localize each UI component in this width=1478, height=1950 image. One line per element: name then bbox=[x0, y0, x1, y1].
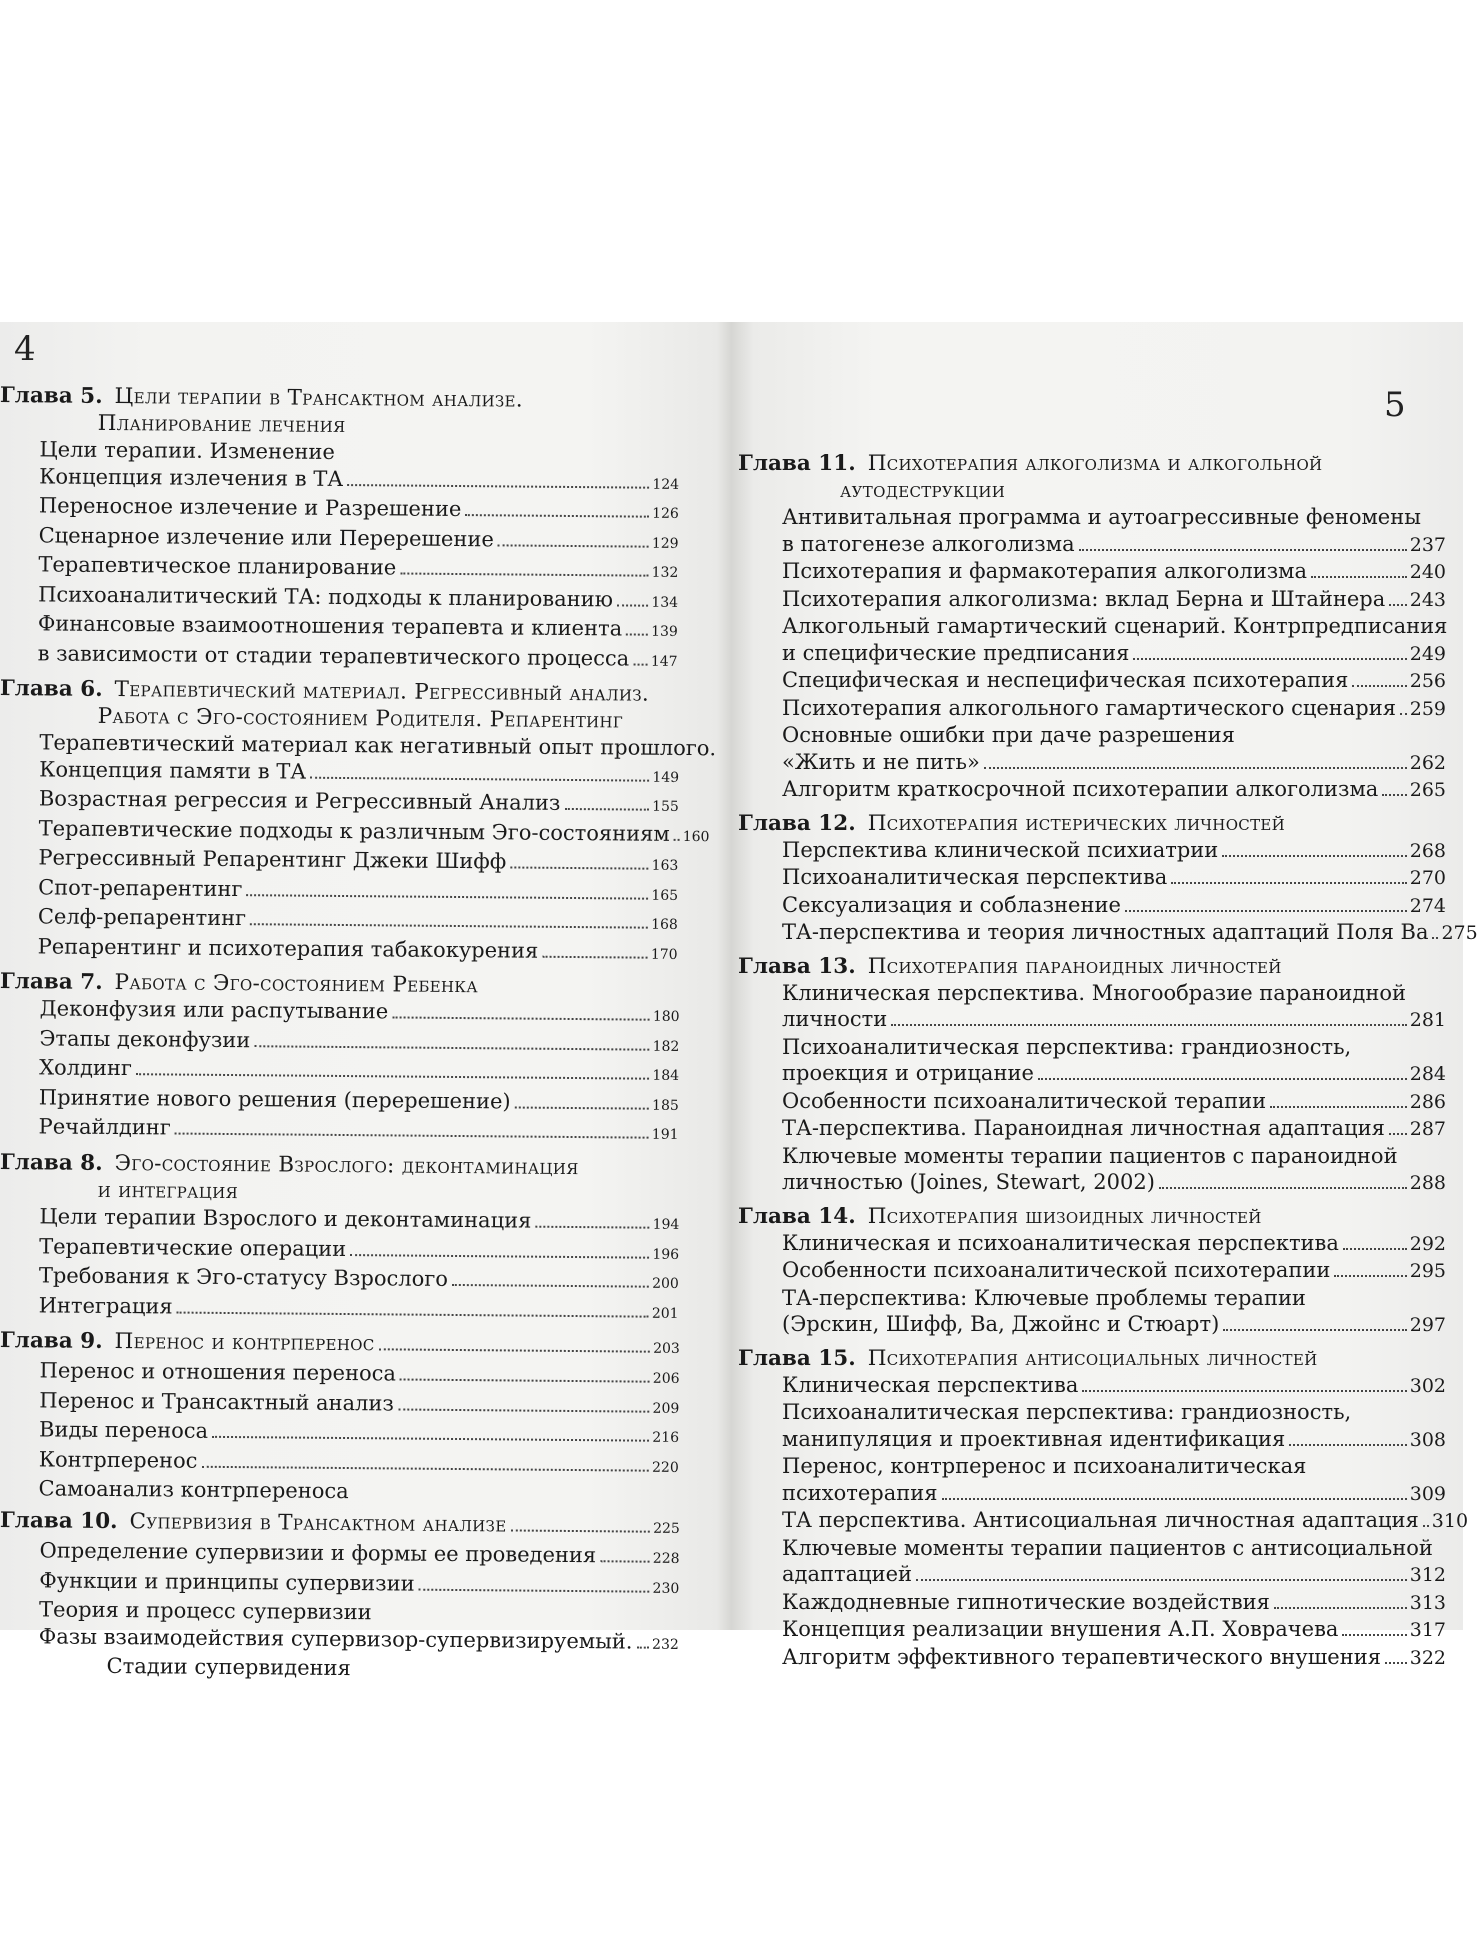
dot-leader bbox=[1082, 1389, 1406, 1392]
chapter-label: Глава 12. bbox=[738, 810, 856, 836]
dot-leader bbox=[1222, 854, 1406, 857]
dot-leader bbox=[1079, 548, 1407, 551]
chapter-heading bbox=[738, 810, 1446, 837]
toc-chapter bbox=[738, 953, 1446, 1197]
entry-title: в зависимости от стадии терапевтического процесса bbox=[37, 640, 630, 671]
entry-title: Фазы взаимодействия супервизор-супервизируемый. bbox=[38, 1623, 633, 1654]
entry-page-number: 184 bbox=[652, 1067, 680, 1084]
right-page-number: 5 bbox=[1384, 385, 1406, 425]
entry-title: психотерапия bbox=[782, 1480, 938, 1505]
dot-leader bbox=[891, 1023, 1406, 1026]
entry-title: Требования к Эго-статусу Взрослого bbox=[38, 1262, 449, 1291]
entry-title: Функции и принципы супервизии bbox=[39, 1567, 415, 1596]
chapter-title: Психотерапия антисоциальных личностей bbox=[867, 1345, 1318, 1371]
toc-entry bbox=[738, 640, 1446, 668]
toc-chapter bbox=[0, 1149, 680, 1327]
entry-title: Репарентинг и психотерапия табакокурения bbox=[37, 933, 539, 963]
dot-leader bbox=[400, 1377, 650, 1382]
dot-leader bbox=[617, 603, 648, 606]
dot-leader bbox=[136, 1072, 649, 1079]
entry-page-number: 275 bbox=[1441, 922, 1478, 944]
toc-chapter bbox=[0, 675, 717, 968]
dot-leader bbox=[1289, 1443, 1407, 1446]
entry-title: Сексуализация и соблазнение bbox=[782, 892, 1121, 917]
entry-title: Переносное излечение и Разрешение bbox=[38, 493, 462, 522]
chapter-title: Супервизия в Трансактном анализе bbox=[129, 1509, 507, 1538]
dot-leader bbox=[465, 513, 649, 518]
toc-entry bbox=[738, 667, 1446, 695]
dot-leader bbox=[1159, 1186, 1407, 1189]
entry-page-number: 270 bbox=[1409, 867, 1446, 889]
entry-page-number: 297 bbox=[1409, 1314, 1446, 1336]
entry-title: ТА-перспектива. Параноидная личностная адаптация bbox=[782, 1116, 1385, 1140]
entry-page-number: 249 bbox=[1409, 642, 1446, 665]
chapter-label: Глава 5. bbox=[0, 382, 103, 409]
chapter-title: Цели терапии в Трансактном анализе. bbox=[114, 384, 524, 413]
dot-leader bbox=[452, 1282, 649, 1287]
entry-page-number: 216 bbox=[652, 1429, 680, 1446]
dot-leader bbox=[1432, 936, 1438, 939]
entry-title: Этапы деконфузии bbox=[39, 1025, 251, 1052]
chapter-label: Глава 11. bbox=[738, 451, 856, 476]
toc-chapter bbox=[738, 810, 1478, 947]
toc-entry bbox=[738, 1372, 1446, 1400]
chapter-heading bbox=[738, 450, 1446, 477]
toc-chapter bbox=[738, 1345, 1469, 1672]
entry-title: Теория и процесс супервизии bbox=[39, 1597, 372, 1625]
entry-title: Алкогольный гамартический сценарий. Контрпредписания bbox=[782, 614, 1448, 638]
entry-title: Стадии супервидения bbox=[106, 1653, 351, 1681]
entry-title: ТА перспектива. Антисоциальная личностная адаптация bbox=[782, 1508, 1419, 1532]
toc-entry bbox=[738, 1535, 1446, 1562]
dot-leader bbox=[1133, 657, 1406, 660]
dot-leader bbox=[1352, 684, 1406, 687]
entry-page-number: 308 bbox=[1409, 1428, 1446, 1451]
entry-title: Речайлдинг bbox=[38, 1114, 171, 1140]
entry-page-number: 139 bbox=[651, 623, 678, 640]
entry-title: Цели терапии. Изменение bbox=[39, 437, 335, 464]
entry-page-number: 287 bbox=[1409, 1118, 1446, 1140]
toc-entry bbox=[738, 892, 1446, 920]
entry-title: Психоаналитическая перспектива bbox=[782, 865, 1168, 889]
dot-leader bbox=[379, 1347, 651, 1352]
entry-title: ТА-перспектива: Ключевые проблемы терапии bbox=[782, 1285, 1306, 1310]
dot-leader bbox=[347, 483, 649, 489]
dot-leader bbox=[177, 1310, 649, 1317]
dot-leader bbox=[250, 922, 648, 928]
entry-page-number: 160 bbox=[682, 828, 710, 845]
entry-title: (Эрскин, Шифф, Ва, Джойнс и Стюарт) bbox=[782, 1312, 1220, 1336]
entry-title: Алгоритм эффективного терапевтического внушения bbox=[782, 1644, 1381, 1669]
toc-entry bbox=[738, 1257, 1446, 1285]
left-page-toc bbox=[0, 382, 717, 1685]
entry-page-number: 310 bbox=[1431, 1510, 1469, 1532]
entry-page-number: 149 bbox=[652, 769, 680, 786]
entry-page-number: 284 bbox=[1409, 1063, 1446, 1085]
toc-entry bbox=[738, 1230, 1446, 1258]
dot-leader bbox=[1270, 1105, 1407, 1108]
entry-title: Психотерапия алкогольного гамартического сценария bbox=[782, 695, 1396, 720]
entry-page-number: 237 bbox=[1409, 533, 1446, 556]
dot-leader bbox=[1311, 575, 1407, 578]
entry-title: Клиническая перспектива bbox=[782, 1372, 1079, 1397]
entry-title: Виды переноса bbox=[39, 1416, 209, 1443]
toc-chapter bbox=[0, 968, 680, 1148]
dot-leader bbox=[498, 543, 649, 547]
left-page-number: 4 bbox=[14, 329, 36, 369]
dot-leader bbox=[1125, 909, 1407, 912]
entry-page-number: 155 bbox=[652, 798, 679, 815]
toc-entry bbox=[0, 932, 678, 967]
entry-title: Психоаналитическая перспектива: грандиозность, bbox=[782, 1034, 1352, 1059]
entry-title: Принятие нового решения (перерешение) bbox=[38, 1084, 511, 1113]
entry-title: Деконфузия или распутывание bbox=[39, 996, 389, 1024]
entry-title: Алгоритм краткосрочной психотерапии алкоголизма bbox=[782, 777, 1379, 801]
toc-entry bbox=[738, 919, 1478, 947]
chapter-label: Глава 10. bbox=[0, 1508, 118, 1535]
entry-title: Концепция реализации внушения А.П. Ховрачева bbox=[782, 1617, 1339, 1641]
toc-chapter bbox=[0, 1507, 680, 1684]
chapter-label: Глава 15. bbox=[738, 1345, 856, 1371]
chapter-title-continued: аутодеструкции bbox=[840, 478, 1006, 503]
entry-page-number: 274 bbox=[1409, 894, 1446, 917]
toc-entry bbox=[738, 776, 1446, 804]
toc-chapter bbox=[738, 1203, 1446, 1339]
dot-leader bbox=[942, 1497, 1407, 1500]
toc-entry bbox=[738, 1480, 1446, 1508]
dot-leader bbox=[636, 1645, 649, 1648]
dot-leader bbox=[201, 1464, 649, 1471]
dot-leader bbox=[254, 1044, 649, 1050]
toc-entry bbox=[738, 1034, 1446, 1061]
dot-leader bbox=[1171, 881, 1406, 884]
right-page-toc bbox=[738, 450, 1478, 1677]
toc-entry bbox=[738, 613, 1446, 640]
entry-title: Концепция памяти в ТА bbox=[39, 756, 307, 784]
entry-page-number: 313 bbox=[1409, 1591, 1446, 1614]
chapter-label: Глава 6. bbox=[0, 676, 103, 702]
dot-leader bbox=[1334, 1274, 1406, 1277]
toc-entry bbox=[738, 531, 1446, 559]
entry-title: Психоаналитический ТА: подходы к планированию bbox=[38, 581, 614, 611]
chapter-title: Психотерапия истерических личностей bbox=[867, 810, 1285, 836]
entry-title: личности bbox=[782, 1007, 888, 1031]
toc-entry bbox=[738, 864, 1446, 892]
toc-entry bbox=[738, 695, 1446, 723]
entry-title: Регрессивный Репарентинг Джеки Шифф bbox=[38, 845, 507, 874]
entry-page-number: 265 bbox=[1409, 779, 1446, 801]
dot-leader bbox=[1342, 1633, 1406, 1636]
dot-leader bbox=[1389, 603, 1407, 606]
chapter-label: Глава 13. bbox=[738, 953, 856, 979]
toc-entry bbox=[738, 980, 1446, 1007]
entry-page-number: 206 bbox=[652, 1370, 680, 1387]
entry-page-number: 182 bbox=[652, 1038, 680, 1055]
toc-entry bbox=[738, 1285, 1446, 1312]
dot-leader bbox=[175, 1132, 649, 1139]
entry-page-number: 230 bbox=[652, 1580, 680, 1597]
entry-title: Терапевтический материал как негативный опыт прошлого. bbox=[39, 730, 717, 761]
toc-entry bbox=[0, 1291, 679, 1326]
entry-title: проекция и отрицание bbox=[782, 1061, 1034, 1085]
toc-entry bbox=[738, 749, 1446, 777]
entry-page-number: 170 bbox=[650, 946, 678, 963]
entry-page-number: 196 bbox=[652, 1245, 680, 1262]
entry-page-number: 194 bbox=[652, 1216, 680, 1233]
entry-title: Основные ошибки при даче разрешения bbox=[782, 723, 1235, 747]
toc-entry bbox=[738, 1399, 1446, 1426]
chapter-heading bbox=[738, 1345, 1446, 1372]
entry-title: Каждодневные гипнотические воздействия bbox=[782, 1589, 1270, 1614]
entry-page-number: 185 bbox=[652, 1097, 679, 1114]
toc-entry bbox=[738, 837, 1446, 865]
entry-page-number: 209 bbox=[652, 1399, 680, 1416]
dot-leader bbox=[510, 1528, 650, 1532]
entry-title: Перенос и Трансактный анализ bbox=[39, 1387, 395, 1415]
dot-leader bbox=[1400, 712, 1407, 715]
dot-leader bbox=[419, 1587, 650, 1592]
toc-entry bbox=[738, 1507, 1469, 1535]
entry-page-number: 281 bbox=[1409, 1009, 1446, 1031]
chapter-title-continued: и интеграция bbox=[97, 1177, 239, 1204]
dot-leader bbox=[535, 1224, 649, 1228]
entry-title: Ключевые моменты терапии пациентов с параноидной bbox=[782, 1143, 1398, 1168]
entry-page-number: 288 bbox=[1409, 1172, 1446, 1194]
entry-title: и специфические предписания bbox=[782, 640, 1130, 665]
toc-chapter bbox=[738, 450, 1446, 804]
dot-leader bbox=[510, 865, 648, 869]
entry-title: Контрперенос bbox=[38, 1446, 198, 1472]
dot-leader bbox=[392, 1015, 650, 1020]
entry-page-number: 134 bbox=[651, 594, 679, 611]
entry-title: Определение супервизии и формы ее проведения bbox=[39, 1538, 597, 1568]
entry-page-number: 165 bbox=[651, 887, 679, 904]
toc-entry bbox=[0, 639, 678, 674]
entry-title: Терапевтическое планирование bbox=[38, 552, 397, 580]
entry-title: Селф-репарентинг bbox=[37, 904, 247, 931]
dot-leader bbox=[1274, 1606, 1407, 1609]
chapter-title: Перенос и контрперенос bbox=[114, 1328, 375, 1356]
chapter-title: Работа с Эго-состоянием Ребенка bbox=[114, 970, 479, 999]
entry-title: Интеграция bbox=[38, 1292, 173, 1318]
entry-page-number: 180 bbox=[652, 1008, 680, 1025]
entry-page-number: 129 bbox=[651, 535, 679, 552]
entry-page-number: 201 bbox=[651, 1304, 679, 1321]
toc-entry bbox=[738, 1644, 1446, 1672]
toc-entry bbox=[738, 1616, 1446, 1644]
chapter-title: Терапевтический материал. Регрессивный анализ. bbox=[114, 677, 650, 707]
entry-page-number: 243 bbox=[1409, 588, 1446, 611]
entry-page-number: 200 bbox=[652, 1275, 679, 1292]
dot-leader bbox=[350, 1252, 649, 1258]
entry-title: Клиническая перспектива. Многообразие параноидной bbox=[782, 980, 1406, 1005]
chapter-label: Глава 14. bbox=[738, 1203, 856, 1229]
entry-title: Особенности психоаналитической психотерапии bbox=[782, 1258, 1331, 1282]
chapter-title: Психотерапия алкоголизма и алкогольной bbox=[867, 451, 1323, 476]
dot-leader bbox=[212, 1434, 649, 1441]
toc-entry bbox=[738, 1589, 1446, 1617]
entry-title: адаптацией bbox=[782, 1562, 913, 1586]
entry-page-number: 262 bbox=[1409, 751, 1446, 774]
toc-entry bbox=[738, 1088, 1446, 1116]
chapter-label: Глава 8. bbox=[0, 1149, 103, 1176]
entry-title: «Жить и не пить» bbox=[782, 749, 980, 774]
chapter-page-number: 203 bbox=[653, 1340, 680, 1357]
entry-page-number: 126 bbox=[652, 505, 679, 522]
dot-leader bbox=[400, 572, 648, 577]
chapter-title-continued: Планирование лечения bbox=[97, 410, 346, 439]
dot-leader bbox=[1223, 1328, 1406, 1331]
entry-title: в патогенезе алкоголизма bbox=[782, 531, 1075, 556]
entry-page-number: 292 bbox=[1409, 1232, 1446, 1255]
toc-entry bbox=[738, 1561, 1446, 1589]
dot-leader bbox=[1385, 1661, 1407, 1664]
dot-leader bbox=[1389, 1132, 1407, 1135]
entry-page-number: 220 bbox=[651, 1458, 679, 1475]
toc-entry bbox=[738, 1453, 1446, 1480]
toc-entry bbox=[738, 1311, 1446, 1339]
entry-page-number: 317 bbox=[1409, 1619, 1446, 1641]
toc-entry bbox=[0, 1113, 679, 1148]
entry-page-number: 286 bbox=[1409, 1090, 1446, 1113]
entry-title: Спот-репарентинг bbox=[38, 874, 243, 901]
chapter-page-number: 225 bbox=[653, 1520, 680, 1537]
entry-title: ТА-перспектива и теория личностных адаптаций Поля Ва bbox=[782, 920, 1429, 944]
dot-leader bbox=[984, 766, 1407, 769]
entry-page-number: 268 bbox=[1409, 839, 1446, 862]
toc-entry bbox=[738, 722, 1446, 749]
entry-page-number: 228 bbox=[652, 1550, 680, 1567]
entry-page-number: 191 bbox=[651, 1126, 679, 1143]
entry-page-number: 168 bbox=[651, 916, 678, 933]
entry-page-number: 309 bbox=[1409, 1482, 1446, 1505]
dot-leader bbox=[398, 1406, 650, 1411]
toc-chapter bbox=[0, 382, 680, 675]
entry-page-number: 312 bbox=[1409, 1564, 1446, 1586]
dot-leader bbox=[674, 837, 680, 840]
entry-title: Психотерапия и фармакотерапия алкоголизма bbox=[782, 559, 1308, 583]
entry-title: Возрастная регрессия и Регрессивный Анализ bbox=[38, 786, 561, 815]
entry-title: личностью (Joines, Stewart, 2002) bbox=[782, 1170, 1155, 1194]
toc-entry bbox=[738, 1006, 1446, 1034]
entry-title: Перспектива клинической психиатрии bbox=[782, 837, 1219, 862]
toc-chapter bbox=[0, 1327, 680, 1507]
entry-title: Холдинг bbox=[39, 1055, 133, 1081]
toc-entry bbox=[738, 558, 1446, 586]
dot-leader bbox=[1038, 1077, 1407, 1080]
book-spread bbox=[0, 322, 1478, 1681]
dot-leader bbox=[564, 807, 649, 811]
entry-title: Антивитальная программа и аутоагрессивные феномены bbox=[782, 505, 1421, 529]
entry-title: Ключевые моменты терапии пациентов с антисоциальной bbox=[782, 1535, 1433, 1560]
entry-title: Особенности психоаналитической терапии bbox=[782, 1088, 1267, 1113]
toc-entry bbox=[738, 1169, 1446, 1197]
entry-title: Самоанализ контрпереноса bbox=[38, 1475, 349, 1503]
dot-leader bbox=[1343, 1247, 1407, 1250]
dot-leader bbox=[1382, 793, 1406, 796]
entry-title: Перенос и отношения переноса bbox=[39, 1357, 397, 1385]
chapter-label: Глава 9. bbox=[0, 1327, 103, 1354]
entry-title: Концепция излечения в ТА bbox=[39, 463, 344, 491]
dot-leader bbox=[916, 1578, 1407, 1581]
entry-page-number: 163 bbox=[651, 857, 679, 874]
chapter-title: Эго-состояние Взрослого: деконтаминация bbox=[114, 1150, 579, 1180]
entry-page-number: 302 bbox=[1409, 1374, 1446, 1397]
toc-entry bbox=[738, 1143, 1446, 1170]
toc-entry bbox=[738, 586, 1446, 614]
chapter-heading bbox=[738, 1203, 1446, 1230]
entry-page-number: 240 bbox=[1409, 561, 1446, 583]
dot-leader bbox=[310, 775, 649, 781]
entry-page-number: 147 bbox=[650, 653, 678, 670]
entry-page-number: 132 bbox=[651, 564, 679, 581]
entry-title: Сценарное излечение или Перерешение bbox=[38, 522, 494, 551]
entry-title: Перенос, контрперенос и психоаналитическая bbox=[782, 1454, 1307, 1478]
entry-title: Цели терапии Взрослого и деконтаминация bbox=[39, 1203, 532, 1233]
toc-entry bbox=[738, 1426, 1446, 1454]
toc-entry bbox=[738, 1060, 1446, 1088]
entry-title: Терапевтические подходы к различным Эго-состояниям bbox=[38, 815, 670, 846]
entry-title: Клиническая и психоаналитическая перспектива bbox=[782, 1230, 1339, 1255]
entry-page-number: 256 bbox=[1409, 670, 1446, 692]
entry-title: Финансовые взаимоотношения терапевта и клиента bbox=[37, 611, 623, 641]
entry-page-number: 232 bbox=[652, 1636, 679, 1653]
toc-entry bbox=[0, 1474, 679, 1506]
entry-title: Психотерапия алкоголизма: вклад Берна и Штайнера bbox=[782, 586, 1386, 611]
chapter-label: Глава 7. bbox=[0, 968, 103, 995]
dot-leader bbox=[633, 662, 648, 665]
toc-entry bbox=[738, 504, 1446, 531]
toc-entry bbox=[0, 1652, 679, 1684]
entry-page-number: 124 bbox=[652, 476, 680, 493]
entry-title: Терапевтические операции bbox=[39, 1233, 347, 1261]
chapter-title: Психотерапия шизоидных личностей bbox=[867, 1203, 1262, 1229]
chapter-title: Психотерапия параноидных личностей bbox=[867, 953, 1282, 979]
chapter-heading bbox=[738, 953, 1446, 980]
entry-page-number: 259 bbox=[1409, 697, 1446, 720]
toc-entry bbox=[738, 1115, 1446, 1143]
dot-leader bbox=[600, 1559, 650, 1562]
dot-leader bbox=[626, 632, 648, 635]
entry-page-number: 322 bbox=[1409, 1646, 1446, 1669]
dot-leader bbox=[542, 954, 648, 958]
dot-leader bbox=[246, 893, 648, 900]
entry-title: манипуляция и проективная идентификация bbox=[782, 1426, 1286, 1451]
chapter-title-continued: Работа с Эго-состоянием Родителя. Репарентинг bbox=[97, 703, 624, 734]
entry-title: Психоаналитическая перспектива: грандиозность, bbox=[782, 1400, 1352, 1424]
dot-leader bbox=[515, 1105, 649, 1109]
dot-leader bbox=[1423, 1524, 1429, 1527]
entry-title: Специфическая и неспецифическая психотерапия bbox=[782, 668, 1349, 692]
entry-page-number: 295 bbox=[1409, 1260, 1446, 1282]
